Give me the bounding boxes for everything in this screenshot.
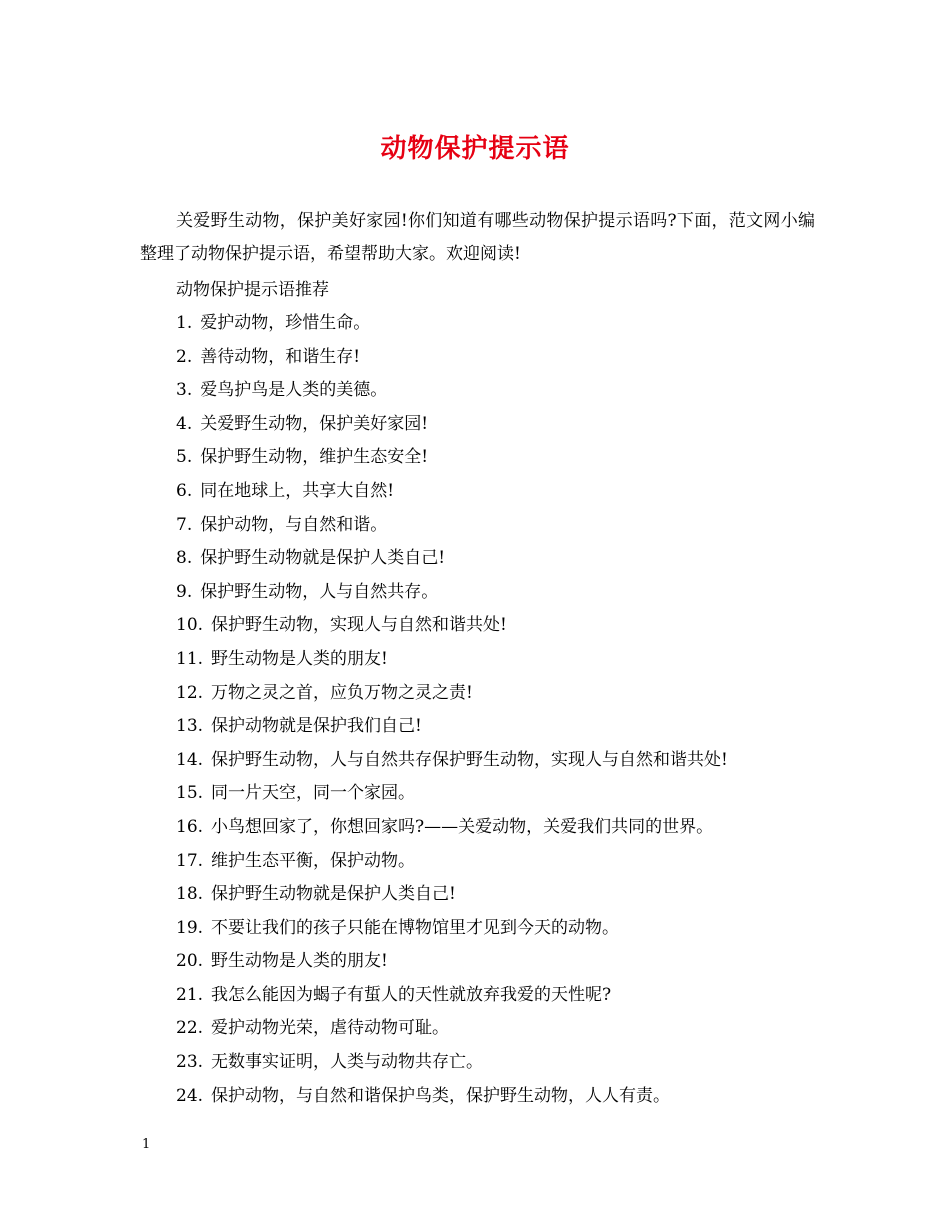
list-item-number: 12. <box>176 682 204 703</box>
list-item-text: 爱护动物光荣，虐待动物可耻。 <box>211 1018 450 1039</box>
slogan-list <box>176 307 836 1113</box>
list-item-text: 保护野生动物就是保护人类自己! <box>200 548 446 569</box>
list-item-number: 13. <box>176 716 204 737</box>
list-item-number: 4. <box>176 413 193 434</box>
list-item <box>176 878 836 912</box>
section-subheading: 动物保护提示语推荐 <box>176 280 329 300</box>
list-item <box>176 777 836 811</box>
list-item-text: 保护野生动物，人与自然共存。 <box>200 581 439 602</box>
list-item-number: 7. <box>176 514 193 535</box>
list-item <box>176 710 836 744</box>
list-item <box>176 441 836 475</box>
list-item-text: 关爱野生动物，保护美好家园! <box>200 413 429 434</box>
list-item-text: 保护野生动物，维护生态安全! <box>200 447 429 468</box>
list-item <box>176 677 836 711</box>
list-item-number: 9. <box>176 581 193 602</box>
list-item-number: 17. <box>176 850 204 871</box>
list-item <box>176 408 836 442</box>
list-item <box>176 307 836 341</box>
list-item <box>176 475 836 509</box>
list-item <box>176 509 836 543</box>
list-item-text: 保护野生动物，实现人与自然和谐共处! <box>211 615 507 636</box>
list-item-text: 不要让我们的孩子只能在博物馆里才见到今天的动物。 <box>211 917 620 938</box>
list-item-text: 爱护动物，珍惜生命。 <box>200 313 371 333</box>
list-item-text: 同在地球上，共享大自然! <box>200 480 395 501</box>
list-item-number: 3. <box>176 380 193 401</box>
page-number: 1 <box>142 1137 151 1152</box>
list-item <box>176 576 836 610</box>
list-item-number: 6. <box>176 480 193 501</box>
list-item-text: 无数事实证明，人类与动物共存亡。 <box>211 1052 484 1073</box>
list-item <box>176 945 836 979</box>
list-item-number: 19. <box>176 917 204 938</box>
list-item-text: 万物之灵之首，应负万物之灵之责! <box>211 682 473 703</box>
list-item-text: 野生动物是人类的朋友! <box>211 648 388 669</box>
list-item <box>176 374 836 408</box>
list-item-text: 保护动物，与自然和谐。 <box>200 514 388 535</box>
list-item <box>176 1046 836 1080</box>
list-item-text: 善待动物，和谐生存! <box>200 346 361 367</box>
list-item-text: 爱鸟护鸟是人类的美德。 <box>200 380 388 401</box>
intro-paragraph: 关爱野生动物，保护美好家园!你们知道有哪些动物保护提示语吗?下面，范文网小编整理了动物保护提示语，希望帮助大家。欢迎阅读! <box>140 211 815 264</box>
list-item <box>176 1080 836 1114</box>
list-item-number: 11. <box>176 648 204 669</box>
list-item-number: 24. <box>176 1085 204 1106</box>
list-item-text: 我怎么能因为蝎子有蜇人的天性就放弃我爱的天性呢? <box>211 984 612 1005</box>
list-item-text: 保护动物，与自然和谐保护鸟类，保护野生动物，人人有责。 <box>211 1085 671 1106</box>
list-item-text: 保护野生动物就是保护人类自己! <box>211 884 456 905</box>
list-item-text: 维护生态平衡，保护动物。 <box>211 850 416 871</box>
list-item <box>176 845 836 879</box>
list-item-number: 14. <box>176 749 204 770</box>
list-item-text: 保护野生动物，人与自然共存保护野生动物，实现人与自然和谐共处! <box>211 749 728 770</box>
list-item <box>176 542 836 576</box>
list-item <box>176 912 836 946</box>
document-title: 动物保护提示语 <box>380 134 570 164</box>
list-item-number: 8. <box>176 548 193 569</box>
list-item-number: 1. <box>176 313 193 333</box>
list-item-number: 2. <box>176 346 193 367</box>
list-item-number: 22. <box>176 1018 204 1039</box>
list-item-text: 保护动物就是保护我们自己! <box>211 716 422 737</box>
list-item-number: 23. <box>176 1052 204 1073</box>
list-item <box>176 979 836 1013</box>
list-item-number: 10. <box>176 615 204 636</box>
list-item <box>176 609 836 643</box>
list-item-number: 5. <box>176 447 193 468</box>
list-item-number: 16. <box>176 816 204 837</box>
list-item-text: 野生动物是人类的朋友! <box>211 951 388 972</box>
list-item-number: 21. <box>176 984 204 1005</box>
list-item <box>176 341 836 375</box>
list-item <box>176 744 836 778</box>
list-item-number: 20. <box>176 951 204 972</box>
list-item <box>176 643 836 677</box>
list-item-text: 小鸟想回家了，你想回家吗?——关爱动物，关爱我们共同的世界。 <box>211 816 714 837</box>
list-item-number: 15. <box>176 783 204 804</box>
list-item-text: 同一片天空，同一个家园。 <box>211 783 416 804</box>
list-item <box>176 1012 836 1046</box>
list-item-number: 18. <box>176 884 204 905</box>
list-item <box>176 811 836 845</box>
